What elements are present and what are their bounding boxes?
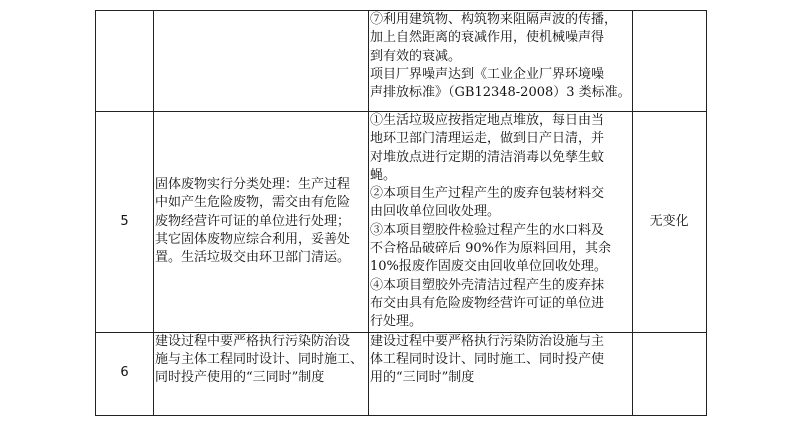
cell-text-line: 对堆放点进行定期的清洁消毒以免孳生蚊 [370, 149, 605, 165]
cell-text-line: 中如产生危险废物，需交由有危险 [155, 195, 351, 211]
cell-text-line: ②本项目生产过程产生的废弃包装材料交 [370, 186, 605, 202]
cell-text-line: 地环卫部门清理运走，做到日产日清，并 [370, 131, 605, 147]
table-row [96, 112, 707, 333]
measures-table [95, 10, 707, 416]
cell-text-line: 10%报废作固废交由回收单位回收处理。 [370, 259, 607, 275]
cell-text-line: 施与主体工程同时设计、同时施工、 [155, 351, 364, 367]
cell-text-line: 行处理。 [370, 314, 423, 330]
row-number-cell: 6 [96, 332, 154, 415]
cell-text-line: 同时投产使用的“三同时”制度 [155, 370, 325, 386]
cell-text-line: ⑦利用建筑物、构筑物来阻隔声波的传播， [370, 12, 618, 27]
change-status-cell: 无变化 [632, 112, 706, 333]
cell-text-line: 用的“三同时”制度 [370, 370, 475, 386]
cell-text-line: 声排放标准》（GB12348-2008）3 类标准。 [370, 85, 631, 101]
cell-text-line: 体工程同时设计、同时施工、同时投产使 [370, 351, 605, 367]
change-status-cell [632, 11, 706, 112]
implementation-cell [369, 11, 633, 112]
cell-text-line: 其它固体废物应综合利用，妥善处 [155, 231, 351, 247]
cell-text-line: 到有效的衰减。 [370, 48, 462, 64]
cell-text-line: 蝇。 [370, 167, 397, 183]
requirement-cell [154, 112, 369, 333]
cell-text-line: 项目厂界噪声达到《工业企业厂界环境噪 [370, 66, 605, 82]
change-status-cell [632, 332, 706, 415]
cell-text-line: 布交由具有危险废物经营许可证的单位进 [370, 295, 605, 311]
cell-text-line: 建设过程中要严格执行污染防治设施与主 [370, 333, 605, 349]
table-row [96, 332, 707, 415]
row-number-cell: 5 [96, 112, 154, 333]
implementation-cell [369, 112, 633, 333]
cell-text-line: ③本项目塑胶件检验过程产生的水口料及 [370, 222, 605, 238]
requirement-cell [154, 332, 369, 415]
cell-text-line: 固体废物实行分类处理：生产过程 [155, 177, 351, 193]
table-row [96, 11, 707, 112]
cell-text-line: 建设过程中要严格执行污染防治设 [155, 333, 351, 349]
row-number-cell [96, 11, 154, 112]
cell-text-line: 由回收单位回收处理。 [370, 204, 501, 220]
requirement-cell [154, 11, 369, 112]
cell-text-line: 置。生活垃圾交由环卫部门清运。 [155, 250, 351, 266]
implementation-cell [369, 332, 633, 415]
cell-text-line: ④本项目塑胶外壳清洁过程产生的废弃抹 [370, 277, 605, 293]
cell-text-line: 不合格品破碎后 90%作为原料回用，其余 [370, 241, 612, 257]
cell-text-line: 废物经营许可证的单位进行处理； [155, 213, 351, 229]
cell-text-line: 加上自然距离的衰减作用，使机械噪声得 [370, 30, 605, 46]
cell-text-line: ①生活垃圾应按指定地点堆放，每日由当 [370, 113, 605, 128]
